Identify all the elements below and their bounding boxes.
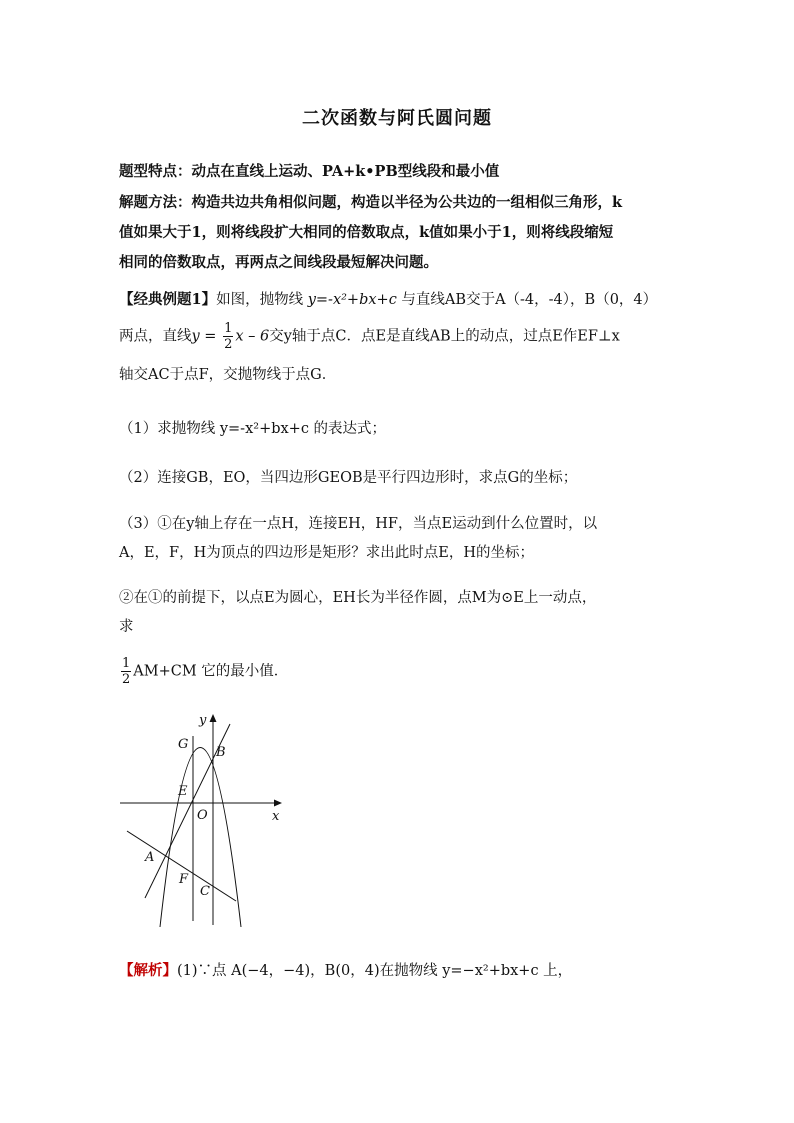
question-3-line-5 [119, 656, 288, 687]
label-c: C [200, 884, 210, 899]
label-f: F [179, 872, 189, 887]
page-title: 二次函数与阿氏圆问题 [302, 108, 492, 129]
question-3-line-1: （3）①在y轴上存在一点H，连接EH，HF，当点E运动到什么位置时，以 [119, 516, 598, 532]
question-1: （1）求抛物线 y=-x²+bx+c 的表达式； [119, 421, 387, 437]
example-line-3: 轴交AC于点F，交抛物线于点G． [119, 367, 337, 383]
method-label: 解题方法： [119, 194, 192, 211]
label-b: B [216, 745, 226, 760]
method-line-3: 相同的倍数取点，再两点之间线段最短解决问题。 [119, 254, 438, 271]
fraction-half-2: $\frac{1}{2}$ [122, 656, 131, 687]
label-g: G [178, 737, 189, 752]
example-text-1a: 如图，抛物线 [216, 292, 308, 308]
line-eq-suffix: x – 6 [235, 328, 270, 345]
solution-label: 【解析】 [119, 962, 177, 979]
example-line-2 [119, 321, 620, 352]
line-eq-prefix: y = [191, 328, 222, 345]
example-parabola-eq: y=-x²+bx+c [307, 292, 397, 308]
y-axis-arrow [210, 714, 217, 722]
example-text-1b: 与直线AB交于A（-4，-4），B（0，4） [396, 292, 658, 308]
example-text-2a: 两点，直线 [119, 328, 192, 345]
method-text-1: 构造共边共角相似问题，构造以半径为公共边的一组相似三角形，k [191, 194, 623, 211]
method-line-1 [119, 191, 622, 212]
label-o: O [197, 808, 208, 823]
question-2: （2）连接GB，EO，当四边形GEOB是平行四边形时，求点G的坐标； [119, 470, 578, 486]
solution-text: (1)∵点 A(−4，−4)，B(0，4)在抛物线 y=−x²+bx+c 上， [177, 963, 573, 979]
question-3-line-4: 求 [119, 619, 134, 635]
example-label: 【经典例题1】 [119, 291, 217, 308]
example-line-1 [119, 288, 657, 309]
example-text-2b: 交y轴于点C．点E是直线AB上的动点，过点E作EF⊥x [269, 328, 620, 345]
question-3-text-5: AM+CM 它的最小值． [133, 663, 289, 680]
parabola [160, 748, 241, 928]
geometry-figure [115, 708, 295, 930]
solution-line [119, 959, 572, 980]
features-label: 题型特点： [119, 163, 192, 180]
fraction-half: $\frac{1}{2}$ [224, 321, 233, 352]
method-line-2: 值如果大于1，则将线段扩大相同的倍数取点，k值如果小于1，则将线段缩短 [119, 224, 614, 241]
label-a: A [145, 850, 155, 865]
features-line [119, 160, 499, 181]
label-x: x [272, 809, 280, 824]
question-3-line-2: A，E，F，H为顶点的四边形是矩形？求出此时点E，H的坐标； [119, 545, 534, 561]
features-text: 动点在直线上运动、PA+k•PB型线段和最小值 [191, 163, 500, 180]
question-3-line-3: ②在①的前提下，以点E为圆心，EH长为半径作圆，点M为⊙E上一动点， [119, 590, 597, 606]
label-y: y [199, 713, 207, 728]
line-ac [127, 831, 236, 901]
x-axis-arrow [274, 800, 282, 807]
label-e: E [178, 784, 188, 799]
